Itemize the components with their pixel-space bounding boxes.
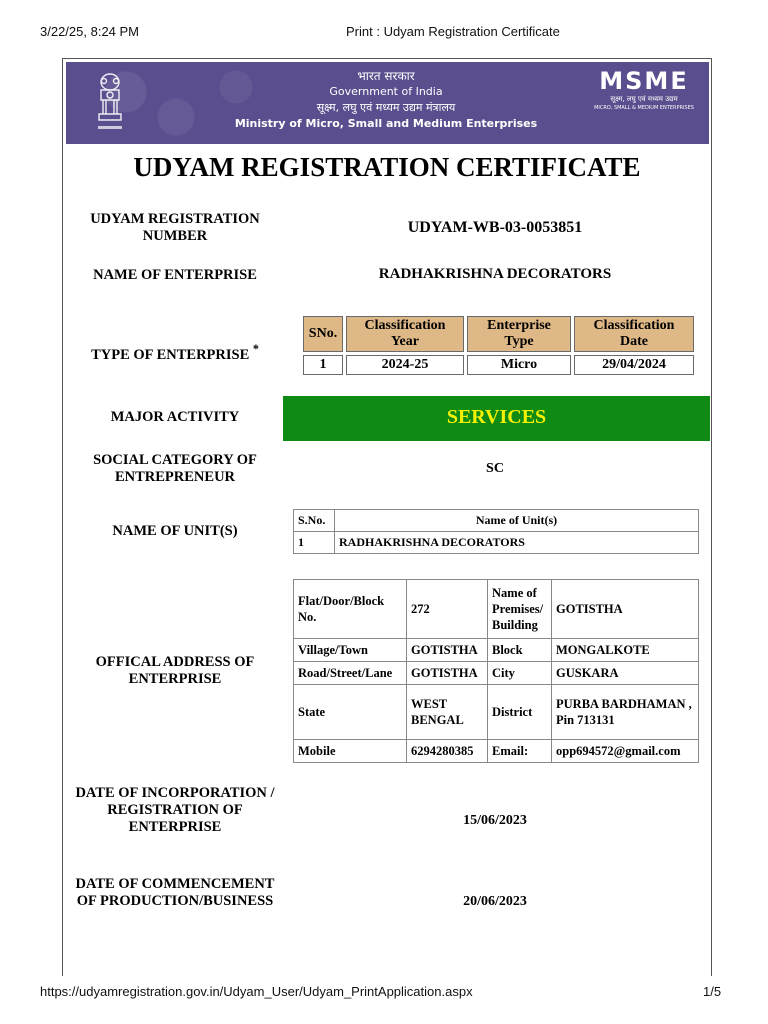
major-activity-value: SERVICES: [283, 396, 710, 441]
units-cell: RADHAKRISHNA DECORATORS: [335, 532, 699, 554]
enterprise-type-cell: 1: [303, 355, 343, 375]
table-row: [294, 685, 699, 740]
address-road-value: GOTISTHA: [407, 662, 488, 685]
table-row: [294, 580, 699, 639]
address-label: OFFICAL ADDRESS OF ENTERPRISE: [95, 654, 255, 687]
print-page-title: Print : Udyam Registration Certificate: [346, 24, 560, 39]
print-page-count: 1/5: [703, 984, 722, 999]
address-district-value: PURBA BARDHAMAN , Pin 713131: [552, 685, 699, 740]
enterprise-type-cell: Micro: [467, 355, 571, 375]
national-emblem-icon: [94, 68, 126, 134]
enterprise-type-header: Classification Year: [346, 316, 464, 352]
banner-government: Government of India: [329, 85, 443, 98]
msme-logo-hindi: सूक्ष्म, लघु एवं मध्यम उद्यम: [610, 95, 678, 103]
table-row: [294, 639, 699, 662]
reg-number-label: UDYAM REGISTRATION NUMBER: [90, 211, 260, 244]
enterprise-type-cell: 29/04/2024: [574, 355, 694, 375]
address-mobile-value: 6294280385: [407, 740, 488, 763]
address-email-value: opp694572@gmail.com: [552, 740, 699, 763]
table-row: [294, 662, 699, 685]
enterprise-name-label: NAME OF ENTERPRISE: [93, 267, 257, 283]
enterprise-type-header: Enterprise Type: [467, 316, 571, 352]
table-row: [294, 740, 699, 763]
banner-text: [216, 68, 556, 132]
address-flat-value: 272: [407, 580, 488, 639]
enterprise-type-header-row: [303, 316, 694, 352]
address-road-label: Road/Street/Lane: [294, 662, 407, 685]
enterprise-type-header: SNo.: [303, 316, 343, 352]
msme-logo-subtitle: MICRO, SMALL & MEDIUM ENTERPRISES: [594, 105, 694, 111]
incorporation-value: 15/06/2023: [463, 813, 527, 828]
units-header: S.No.: [294, 510, 335, 532]
address-state-value: WEST BENGAL: [407, 685, 488, 740]
print-url: https://udyamregistration.gov.in/Udyam_User/Udyam_PrintApplication.aspx: [40, 984, 473, 999]
enterprise-name-value: RADHAKRISHNA DECORATORS: [378, 266, 612, 282]
address-email-label: Email:: [488, 740, 552, 763]
commencement-label: DATE OF COMMENCEMENT OF PRODUCTION/BUSINESS: [75, 876, 275, 909]
banner-ministry: Ministry of Micro, Small and Medium Enterprises: [234, 117, 538, 130]
enterprise-type-header: Classification Date: [574, 316, 694, 352]
units-cell: 1: [294, 532, 335, 554]
address-premises-label: Name of Premises/ Building: [488, 580, 552, 639]
units-table: [293, 509, 699, 554]
units-header-row: [294, 510, 699, 532]
banner-hindi-government: भारत सरकार: [357, 69, 415, 83]
address-premises-value: GOTISTHA: [552, 580, 699, 639]
msme-logo: [594, 68, 694, 118]
social-category-label: SOCIAL CATEGORY OF ENTREPRENEUR: [93, 452, 257, 485]
address-village-label: Village/Town: [294, 639, 407, 662]
msme-logo-word: MSME: [599, 67, 689, 95]
enterprise-type-label: [70, 341, 280, 364]
certificate-title: UDYAM REGISTRATION CERTIFICATE: [133, 152, 641, 182]
table-row: [294, 532, 699, 554]
enterprise-type-cell: 2024-25: [346, 355, 464, 375]
units-header: Name of Unit(s): [335, 510, 699, 532]
address-flat-label: Flat/Door/Block No.: [294, 580, 407, 639]
enterprise-type-label-text: TYPE OF ENTERPRISE: [91, 346, 250, 363]
address-village-value: GOTISTHA: [407, 639, 488, 662]
commencement-value: 20/06/2023: [463, 894, 527, 909]
address-block-label: Block: [488, 639, 552, 662]
address-table: [293, 579, 699, 763]
certificate-border-top: [62, 58, 712, 59]
certificate-border-right: [711, 58, 712, 976]
enterprise-type-asterisk: *: [252, 342, 259, 356]
reg-number-value: UDYAM-WB-03-0053851: [407, 219, 583, 236]
incorporation-label: DATE OF INCORPORATION / REGISTRATION OF ENTERPRISE: [75, 785, 275, 835]
address-city-value: GUSKARA: [552, 662, 699, 685]
enterprise-type-table: [300, 313, 697, 378]
print-datetime: 3/22/25, 8:24 PM: [40, 24, 140, 39]
table-row: [303, 355, 694, 375]
social-category-value: SC: [486, 461, 504, 476]
address-block-value: MONGALKOTE: [552, 639, 699, 662]
ministry-banner: [66, 62, 709, 144]
certificate-border-left: [62, 58, 63, 976]
address-district-label: District: [488, 685, 552, 740]
address-state-label: State: [294, 685, 407, 740]
major-activity-label: MAJOR ACTIVITY: [110, 409, 240, 425]
banner-hindi-ministry: सूक्ष्म, लघु एवं मध्यम उद्यम मंत्रालय: [316, 101, 456, 114]
address-mobile-label: Mobile: [294, 740, 407, 763]
address-city-label: City: [488, 662, 552, 685]
units-label: NAME OF UNIT(S): [112, 523, 238, 539]
